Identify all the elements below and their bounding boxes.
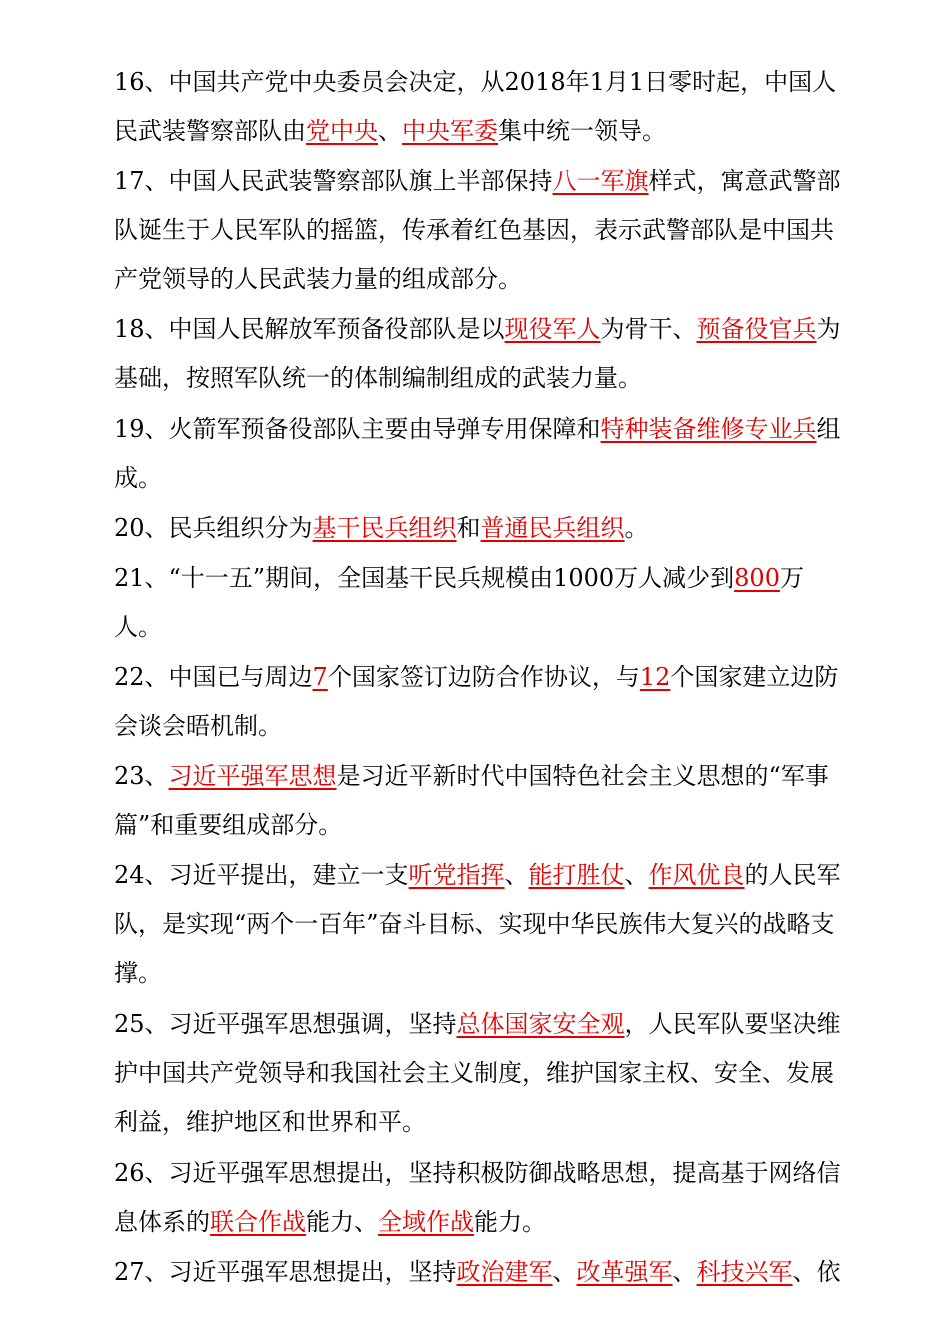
- question-17: [114, 157, 842, 304]
- question-text: 27、习近平强军思想提出，坚持: [114, 1258, 457, 1286]
- question-text: ，人民军队要坚决维护中国共产党领导和我国社会主义制度，维护国家主权、安全、发展利益，维护地区和世界和平。: [114, 1010, 841, 1136]
- question-22: [114, 653, 842, 751]
- question-25: [114, 1000, 842, 1147]
- answer-blank: 总体国家安全观: [456, 1010, 625, 1038]
- question-text: 样式，寓意武警部队诞生于人民军队的摇篮，传承着红色基因，表示武警部队是中国共产党领导的人民武装力量的组成部分。: [114, 167, 841, 293]
- question-text: 18、中国人民解放军预备役部队是以: [114, 315, 505, 343]
- question-text: 的人民军队，是实现“两个一百年”奋斗目标、实现中华民族伟大复兴的战略支撑。: [114, 861, 841, 987]
- question-text: 22、中国已与周边: [114, 663, 313, 691]
- answer-blank: 基干民兵组织: [312, 514, 457, 542]
- answer-blank: 800: [734, 564, 780, 592]
- question-text: 为骨干、: [600, 315, 697, 343]
- question-18: [114, 305, 842, 403]
- answer-blank: 习近平强军思想: [168, 762, 337, 790]
- question-text: 组成。: [114, 415, 841, 492]
- question-text: 23、: [114, 762, 169, 790]
- answer-blank: 党中央: [306, 117, 378, 145]
- question-text: 26、习近平强军思想提出，坚持积极防御战略思想，提高基于网络信息体系的: [114, 1159, 841, 1236]
- question-text: 17、中国人民武装警察部队旗上半部保持: [114, 167, 553, 195]
- question-24: [114, 851, 842, 998]
- question-text: 个国家签订边防合作协议，与: [327, 663, 640, 691]
- answer-blank: 听党指挥: [408, 861, 505, 889]
- question-text: 。: [624, 514, 649, 542]
- answer-blank: 改革强军: [576, 1258, 673, 1286]
- question-16: [114, 58, 842, 156]
- answer-blank: 联合作战: [210, 1208, 306, 1236]
- question-text: 、: [624, 861, 649, 889]
- question-text: 个国家建立边防会谈会晤机制。: [114, 663, 839, 740]
- question-text: 24、习近平提出，建立一支: [114, 861, 409, 889]
- answer-blank: 现役军人: [504, 315, 601, 343]
- question-text: 为基础，按照军队统一的体制编制组成的武装力量。: [114, 315, 841, 392]
- question-23: [114, 752, 842, 850]
- question-text: 万人。: [114, 564, 804, 641]
- question-text: 、: [552, 1258, 577, 1286]
- answer-blank: 7: [312, 663, 328, 691]
- answer-blank: 全域作战: [378, 1208, 474, 1236]
- question-text: 能力、: [306, 1208, 378, 1236]
- question-text: 25、习近平强军思想强调，坚持: [114, 1010, 457, 1038]
- question-text: 、: [672, 1258, 697, 1286]
- question-19: [114, 405, 842, 503]
- question-text: 、依: [792, 1258, 841, 1286]
- answer-blank: 八一军旗: [552, 167, 649, 195]
- question-text: 16、中国共产党中央委员会决定，从2018年1月1日零时起，中国人民武装警察部队由: [114, 68, 837, 145]
- question-26: [114, 1149, 842, 1247]
- answer-blank: 普通民兵组织: [480, 514, 625, 542]
- answer-blank: 能打胜仗: [528, 861, 625, 889]
- question-text: 20、民兵组织分为: [114, 514, 313, 542]
- question-20: [114, 504, 842, 553]
- answer-blank: 科技兴军: [696, 1258, 793, 1286]
- question-text: 21、“十一五”期间，全国基干民兵规模由1000万人减少到: [114, 564, 735, 592]
- question-text: 是习近平新时代中国特色社会主义思想的“军事篇”和重要组成部分。: [114, 762, 829, 839]
- question-text: 和: [456, 514, 481, 542]
- question-text: 集中统一领导。: [498, 117, 666, 145]
- question-text: 19、火箭军预备役部队主要由导弹专用保障和: [114, 415, 601, 443]
- answer-blank: 预备役官兵: [696, 315, 817, 343]
- question-21: [114, 554, 842, 652]
- answer-blank: 特种装备维修专业兵: [600, 415, 817, 443]
- answer-blank: 作风优良: [648, 861, 745, 889]
- answer-blank: 中央军委: [402, 117, 498, 145]
- question-text: 、: [504, 861, 529, 889]
- answer-blank: 12: [639, 663, 671, 691]
- question-text: 、: [378, 117, 402, 145]
- question-text: 能力。: [474, 1208, 546, 1236]
- answer-blank: 政治建军: [456, 1258, 553, 1286]
- question-27: [114, 1248, 842, 1297]
